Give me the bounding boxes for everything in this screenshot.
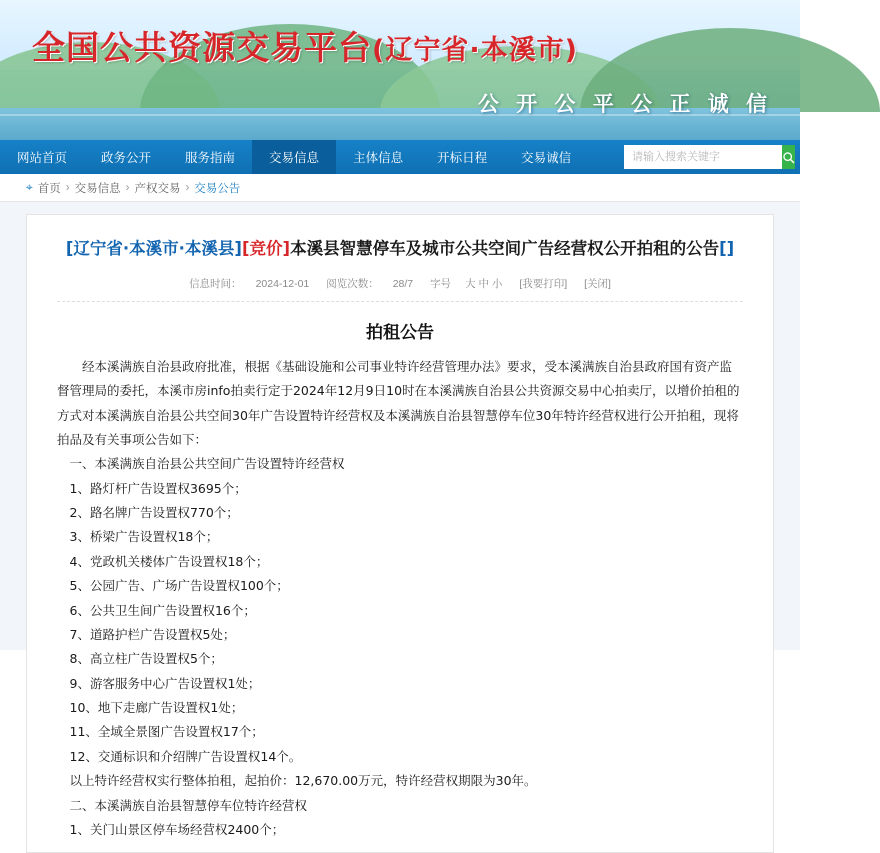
document-paragraph: 二、本溪满族自治县智慧停车位特许经营权 (69, 797, 308, 813)
breadcrumb-item-transaction-info[interactable]: 交易信息 (74, 182, 121, 195)
document-paragraph: 经本溪满族自治县政府批准，根据《基础设施和公司事业特许经营管理办法》要求，受本溪满族自治县政府国有资产监督管理局的委托，本溪市房info拍卖行定于2024年12月9日10时在本溪满族自治县公共资源交易中心拍卖厅，以增价拍租的方式对本溪满族自治县公共空间30年广告设置特许经营权及本溪满族自治县智慧停车位30年特许经营权进行公开拍租，现将拍品及有关事项公告如下： (57, 358, 740, 447)
meta-publish-value: 2024-12-01 (255, 277, 310, 290)
nav-item-service-guide[interactable]: 服务指南 (185, 151, 236, 165)
breadcrumb-separator: › (185, 181, 190, 194)
nav-item-government-affairs[interactable]: 政务公开 (101, 151, 152, 165)
main-nav (0, 140, 800, 174)
content-wrapper (0, 202, 800, 853)
page-title-suffix: [] (719, 239, 735, 258)
site-title-main: 全国公共资源交易平台 (32, 28, 372, 67)
search-input[interactable] (624, 145, 782, 169)
page-title-main: 本溪县智慧停车及城市公共空间广告经营权公开拍租的公告 (290, 239, 720, 258)
nav-item-entity-info[interactable]: 主体信息 (353, 151, 404, 165)
nav-item-home[interactable]: 网站首页 (17, 151, 68, 165)
document-paragraph: 1、关门山景区停车场经营权2400个； (69, 821, 285, 837)
breadcrumb-separator: › (65, 181, 70, 194)
page-title-region: [辽宁省·本溪市·本溪县] (65, 239, 242, 258)
article-card (26, 214, 774, 853)
meta-fontsize-options[interactable]: 大 中 小 (465, 277, 503, 290)
site-banner (0, 0, 800, 140)
search-icon (782, 151, 795, 164)
breadcrumb-item-property-rights[interactable]: 产权交易 (134, 182, 181, 195)
location-pin-icon: ⌖ (26, 180, 33, 194)
document-paragraph: 11、全域全景图广告设置权17个； (69, 724, 264, 740)
banner-slogan: 公 开 公 平 公 正 诚 信 (477, 91, 772, 116)
meta-close-link[interactable]: [关闭] (584, 277, 611, 290)
nav-item-transaction-credit[interactable]: 交易诚信 (521, 151, 572, 165)
document-paragraph: 2、路名牌广告设置权770个； (69, 505, 239, 520)
nav-item-transaction-info[interactable]: 交易信息 (252, 140, 336, 174)
site-title (32, 22, 578, 69)
document-paragraph: 5、公园广告、广场广告设置权100个； (69, 578, 289, 594)
document-paragraph: 7、道路护栏广告设置权5处； (69, 626, 236, 642)
breadcrumb-item-home[interactable]: 首页 (37, 182, 61, 195)
document-paragraph: 以上特许经营权实行整体拍租，起拍价：12,670.00万元，特许经营权期限为30年。 (69, 773, 537, 789)
document-paragraph: 3、桥梁广告设置权18个； (69, 529, 219, 545)
nav-item-bid-schedule[interactable]: 开标日程 (437, 151, 488, 165)
breadcrumb (0, 174, 800, 202)
meta-views-label: 阅览次数： (326, 277, 379, 290)
search-button[interactable] (782, 145, 795, 169)
page-title-tag: [竞价] (241, 239, 291, 258)
meta-fontsize-label: 字号 (430, 277, 452, 290)
meta-publish-label: 信息时间： (189, 277, 242, 290)
document-heading: 拍租公告 (366, 322, 434, 343)
site-title-sub: (辽宁省·本溪市) (372, 35, 578, 66)
meta-print-link[interactable]: [我要打印] (519, 277, 568, 290)
document-paragraph: 8、高立柱广告设置权5个； (69, 651, 223, 667)
document-paragraph: 4、党政机关楼体广告设置权18个； (69, 553, 269, 569)
article-meta (57, 276, 743, 302)
page-title (57, 237, 743, 262)
document-paragraph: 12、交通标识和介绍牌广告设置权14个。 (69, 748, 302, 764)
document-paragraph: 10、地下走廊广告设置权1处； (69, 700, 244, 715)
breadcrumb-item-current[interactable]: 交易公告 (194, 182, 241, 195)
nav-search (624, 145, 784, 169)
document-paragraph: 9、游客服务中心广告设置权1处； (69, 675, 261, 691)
breadcrumb-separator: › (125, 181, 130, 194)
document-paragraph: 6、公共卫生间广告设置权16个； (69, 602, 256, 618)
meta-views-value: 28/7 (392, 277, 414, 290)
document-body (57, 355, 743, 843)
document-paragraph: 一、本溪满族自治县公共空间广告设置特许经营权 (69, 456, 345, 472)
document-paragraph: 1、路灯杆广告设置权3695个； (69, 480, 247, 496)
